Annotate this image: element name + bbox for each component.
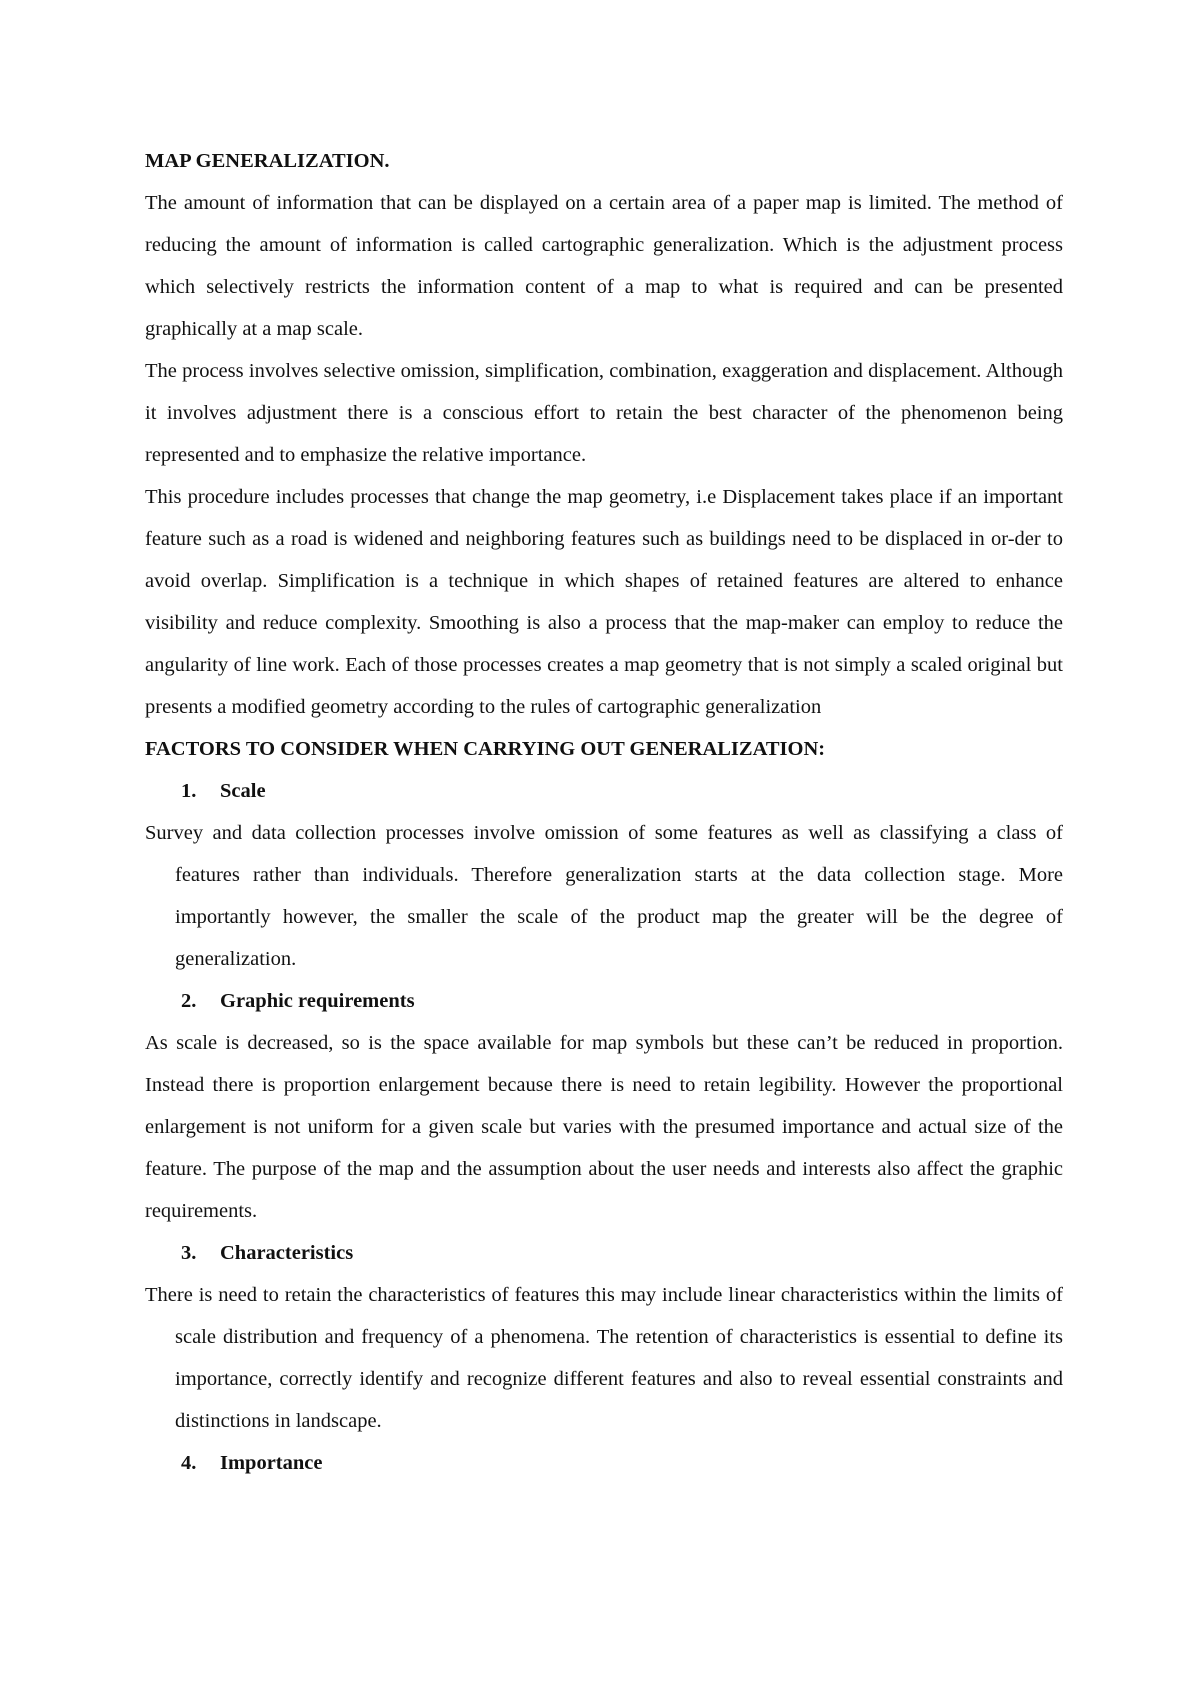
- factor-text-characteristics: There is need to retain the characteristics of features this may include linear characteristics within the limits of scale distribution and frequency of a phenomena. The retention of characteristics is essential to define its importance, correctly identify and recognize different features and also to reveal essential constraints and distinctions in landscape.: [145, 1284, 1063, 1432]
- factor-heading-scale: [145, 770, 1063, 812]
- factor-heading-characteristics: [145, 1232, 1063, 1274]
- factor-text-scale: Survey and data collection processes involve omission of some features as well as classifying a class of features rather than individuals. Therefore generalization starts at the data collection stage. More importantly however, the smaller the scale of the product map the greater will be the degree of generalization.: [145, 822, 1063, 970]
- factor-number: 1.: [181, 780, 197, 802]
- factor-title: Scale: [220, 780, 266, 802]
- intro-paragraph-1: The amount of information that can be displayed on a certain area of a paper map is limited. The method of reducing the amount of information is called cartographic generalization. Which is the adjustment process which selectively restricts the information content of a map to what is required and can be presented graphically at a map scale.: [145, 192, 1063, 340]
- factor-title: Characteristics: [220, 1242, 354, 1264]
- factor-number: 4.: [181, 1452, 197, 1474]
- factor-number: 3.: [181, 1242, 197, 1264]
- factor-number: 2.: [181, 990, 197, 1012]
- factor-heading-graphic-requirements: [145, 980, 1063, 1022]
- intro-paragraph-3: This procedure includes processes that change the map geometry, i.e Displacement takes place if an important feature such as a road is widened and neighboring features such as buildings need to be displaced in or-der to avoid overlap. Simplification is a technique in which shapes of retained features are altered to enhance visibility and reduce complexity. Smoothing is also a process that the map-maker can employ to reduce the angularity of line work. Each of those processes creates a map geometry that is not simply a scaled original but presents a modified geometry according to the rules of cartographic generalization: [145, 486, 1063, 718]
- document-page: [145, 140, 1063, 1484]
- intro-paragraph-2: The process involves selective omission, simplification, combination, exaggeration and displacement. Although it involves adjustment there is a conscious effort to retain the best character of the phenomenon being represented and to emphasize the relative importance.: [145, 360, 1063, 466]
- factor-title: Importance: [220, 1452, 323, 1474]
- document-title: MAP GENERALIZATION.: [145, 150, 390, 172]
- factors-heading: FACTORS TO CONSIDER WHEN CARRYING OUT GENERALIZATION:: [145, 738, 826, 760]
- factor-title: Graphic requirements: [220, 990, 415, 1012]
- factor-text-graphic-requirements: As scale is decreased, so is the space available for map symbols but these can’t be reduced in proportion. Instead there is proportion enlargement because there is need to retain legibility. However the proportional enlargement is not uniform for a given scale but varies with the presumed importance and actual size of the feature. The purpose of the map and the assumption about the user needs and interests also affect the graphic requirements.: [145, 1032, 1063, 1222]
- factor-heading-importance: [145, 1442, 1063, 1484]
